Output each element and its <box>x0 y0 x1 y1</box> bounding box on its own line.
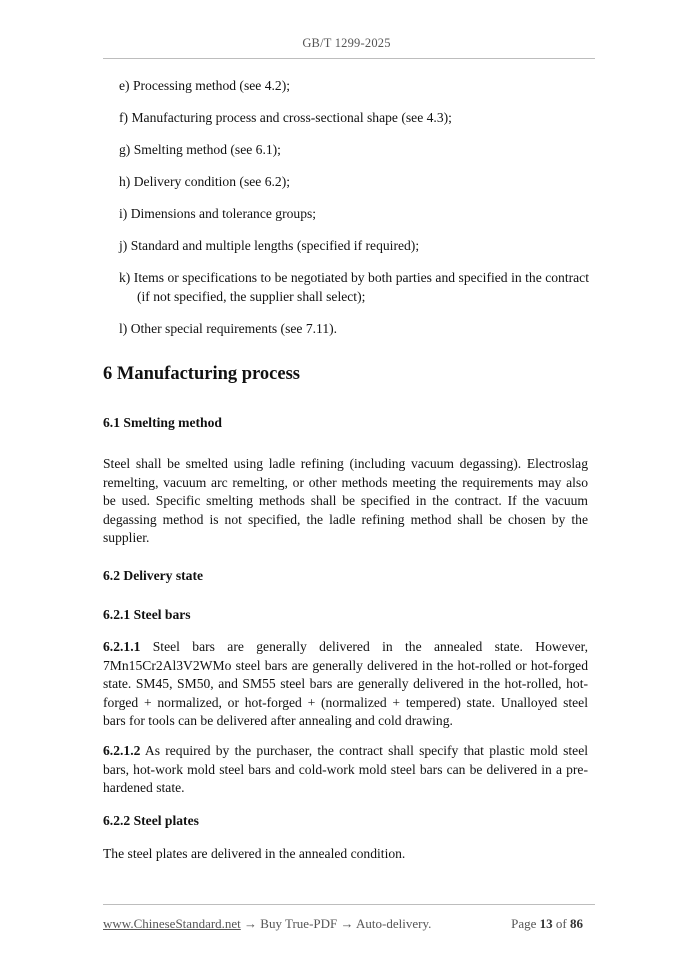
current-page: 13 <box>539 916 553 931</box>
subsection-heading-6-2: 6.2 Delivery state <box>103 568 204 583</box>
list-item: j) Standard and multiple lengths (specified if required); <box>119 238 420 253</box>
list-item: f) Manufacturing process and cross-sectional shape (see 4.3); <box>119 110 452 125</box>
header-divider <box>103 58 595 59</box>
list-item: h) Delivery condition (see 6.2); <box>119 174 291 189</box>
clause-number: 6.2.1.2 <box>103 743 141 758</box>
website-link[interactable]: www.ChineseStandard.net <box>103 916 241 931</box>
list-item: k) Items or specifications to be negotiated by both parties and specified in the contract (if not specified, the supplier shall select); <box>119 270 589 304</box>
footer-promo <box>103 916 431 932</box>
section-heading-6: 6 Manufacturing process <box>103 364 300 384</box>
clause-number: 6.2.1.1 <box>103 639 141 654</box>
subsection-heading-6-1: 6.1 Smelting method <box>103 415 222 430</box>
paragraph-6-1: Steel shall be smelted using ladle refining (including vacuum degassing). Electroslag remelting, vacuum arc remelting, or other methods meeting the requirements may also be used. Specific smelting methods shall be specified in the contract. If the vacuum degassing method is not specified, the ladle refining method shall be chosen by the supplier. <box>103 456 588 545</box>
footer-divider <box>103 904 595 905</box>
page-number <box>511 916 583 932</box>
page-label: Page <box>511 916 537 931</box>
subsection-heading-6-2-1: 6.2.1 Steel bars <box>103 607 191 622</box>
list-item: l) Other special requirements (see 7.11). <box>119 321 338 336</box>
clause-text: As required by the purchaser, the contract shall specify that plastic mold steel bars, hot-work mold steel bars and cold-work mold steel bars can be delivered in a pre-hardened state. <box>103 743 588 795</box>
list-item: e) Processing method (see 4.2); <box>119 78 291 93</box>
of-label: of <box>555 916 567 931</box>
clause-text: Steel bars are generally delivered in the annealed state. However, 7Mn15Cr2Al3V2WMo steel bars are generally delivered in the hot-rolled or hot-forged state. SM45, SM50, and SM55 steel bars are generally delivered in the hot-rolled, hot-forged + normalized, or hot-forged + (normalized + tempered) state. Unalloyed steel bars for tools can be delivered after annealing and cold drawing. <box>103 639 588 728</box>
paragraph-6-2-2: The steel plates are delivered in the annealed condition. <box>103 846 406 861</box>
total-pages: 86 <box>570 916 583 931</box>
paragraph-6-2-1-2 <box>103 742 588 798</box>
paragraph-6-2-1-1 <box>103 638 588 731</box>
footer-promo-text: → Buy True-PDF → Auto-delivery. <box>240 916 432 931</box>
subsection-heading-6-2-2: 6.2.2 Steel plates <box>103 813 199 828</box>
list-item: i) Dimensions and tolerance groups; <box>119 206 317 221</box>
page-header-title: GB/T 1299-2025 <box>302 36 391 50</box>
list-item: g) Smelting method (see 6.1); <box>119 142 281 157</box>
